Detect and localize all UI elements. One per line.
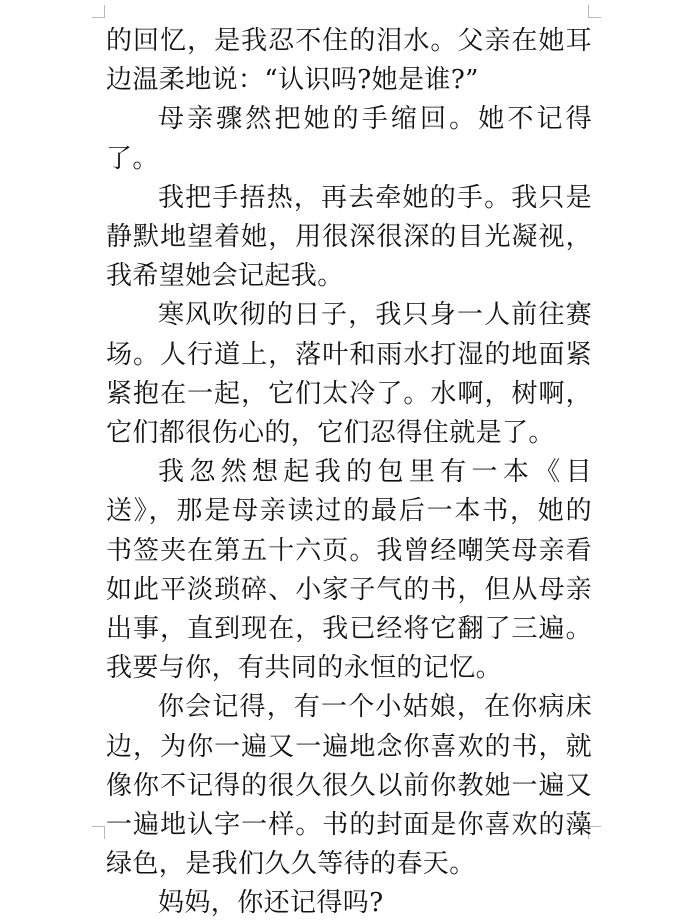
paragraph: 的回忆，是我忍不住的泪水。父亲在她耳边温柔地说：“认识吗?她是谁?” bbox=[106, 26, 592, 96]
paragraph: 妈妈，你还记得吗? bbox=[158, 888, 384, 919]
page-corner-mark-bottom-left bbox=[92, 826, 105, 839]
body-text bbox=[106, 22, 592, 924]
paragraph: 我忽然想起我的包里有一本《目送》，那是母亲读过的最后一本书，她的书签夹在第五十六页。我曾经嘲笑母亲看如此平淡琐碎、小家子气的书，但从母亲出事，直到现在，我已经将它翻了三遍。我要与你，有共同的永恒的记忆。 bbox=[106, 457, 592, 684]
paragraph: 寒风吹彻的日子，我只身一人前往赛场。人行道上，落叶和雨水打湿的地面紧紧抱在一起，它们太冷了。水啊，树啊，它们都很伤心的，它们忍得住就是了。 bbox=[106, 300, 592, 449]
paragraph: 你会记得，有一个小姑娘，在你病床边，为你一遍又一遍地念你喜欢的书，就像你不记得的很久很久以前你教她一遍又一遍地认字一样。书的封面是你喜欢的藻绿色，是我们久久等待的春天。 bbox=[106, 692, 592, 880]
paragraph: 母亲骤然把她的手缩回。她不记得了。 bbox=[106, 104, 592, 174]
paragraph: 我把手捂热，再去牵她的手。我只是静默地望着她，用很深很深的目光凝视，我希望她会记起我。 bbox=[106, 182, 592, 292]
page-corner-mark-top-left bbox=[92, 5, 105, 18]
page-corner-mark-top-right bbox=[588, 5, 601, 18]
